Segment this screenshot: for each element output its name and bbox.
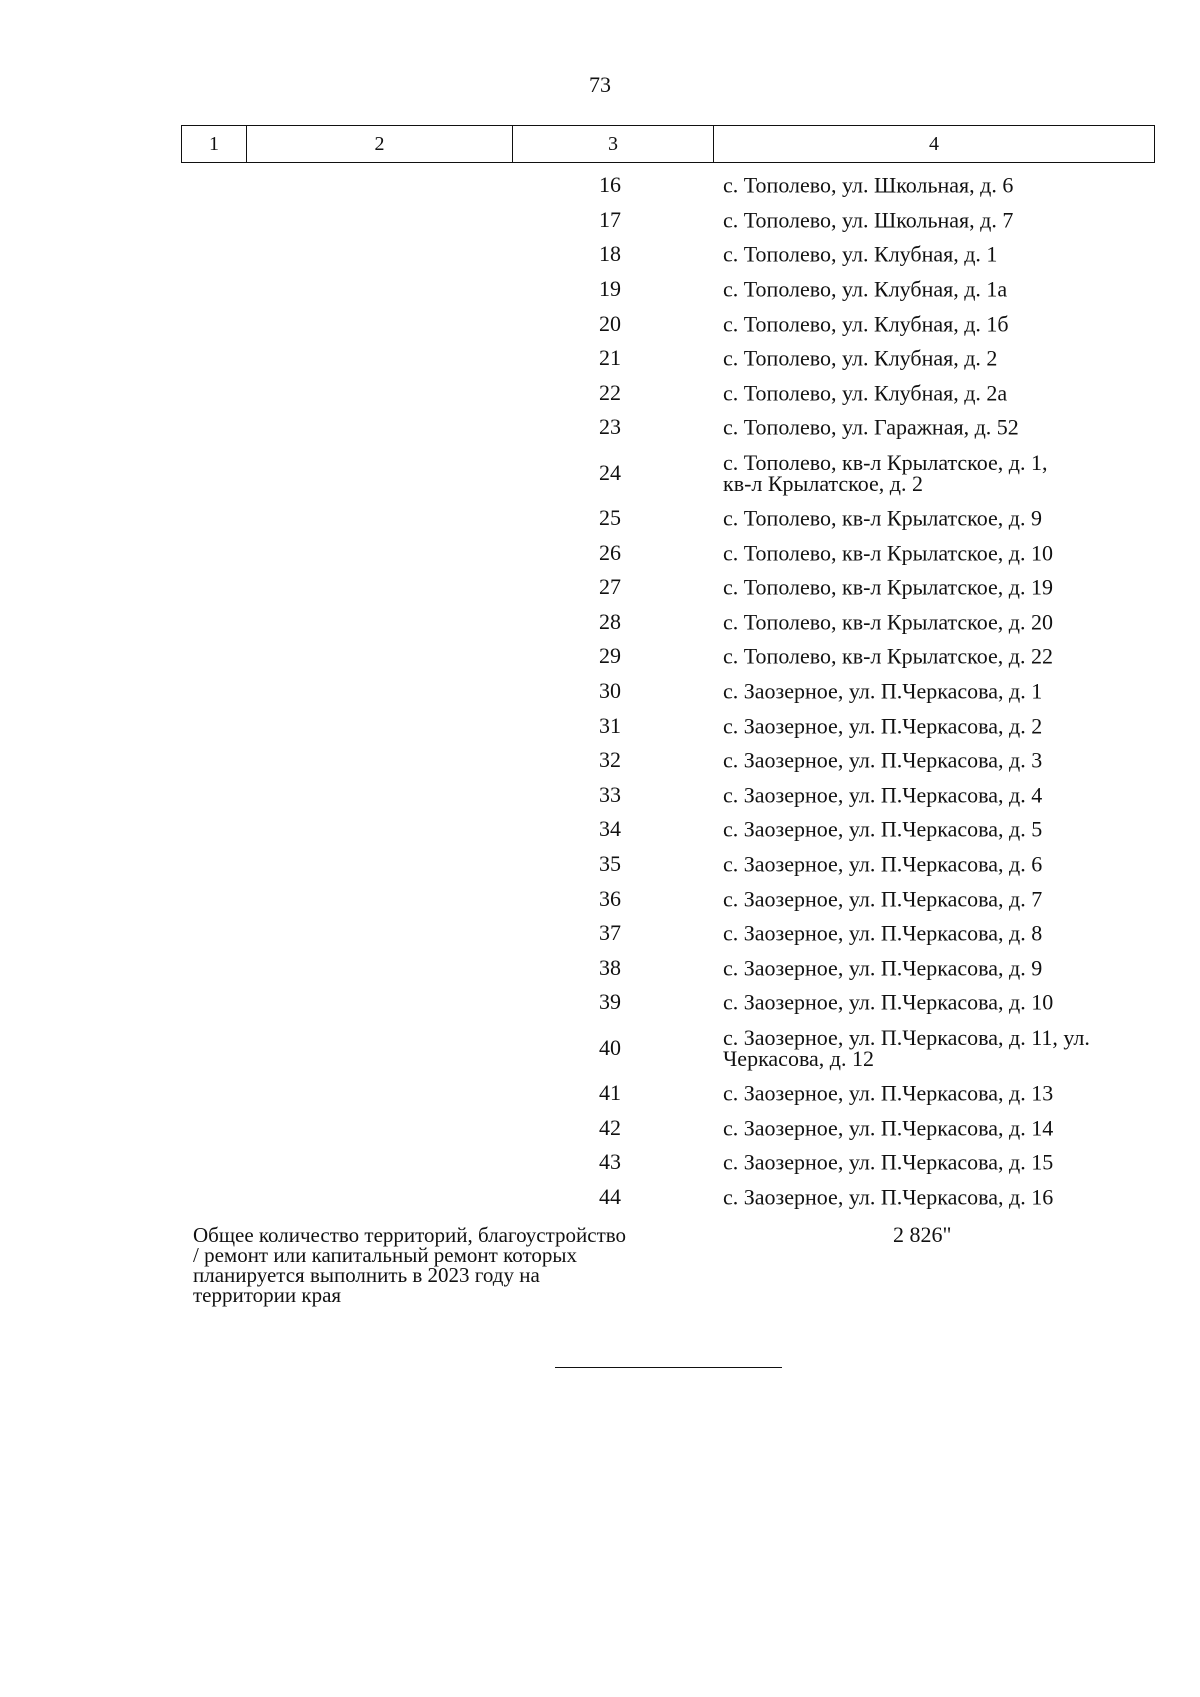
row-number: 32 [599, 747, 621, 773]
table-row [0, 743, 1200, 778]
row-number: 16 [599, 172, 621, 198]
table-row [0, 708, 1200, 743]
table-row [0, 376, 1200, 411]
row-number: 40 [599, 1034, 621, 1060]
row-number: 41 [599, 1079, 621, 1105]
row-address: с. Заозерное, ул. П.Черкасова, д. 15 [723, 1149, 1054, 1175]
table-row [0, 306, 1200, 341]
table-row [0, 847, 1200, 882]
table-row [0, 410, 1200, 445]
row-address: с. Заозерное, ул. П.Черкасова, д. 5 [723, 816, 1043, 842]
page-number: 73 [589, 72, 611, 97]
row-address: с. Тополево, кв-л Крылатское, д. 1, кв-л Крылатское, д. 2 [723, 449, 1048, 496]
column-header-1: 1 [182, 126, 247, 163]
row-number: 36 [599, 885, 621, 911]
table-row [0, 445, 1200, 501]
row-address: с. Заозерное, ул. П.Черкасова, д. 2 [723, 713, 1043, 739]
row-number: 43 [599, 1149, 621, 1175]
row-address: с. Заозерное, ул. П.Черкасова, д. 6 [723, 851, 1043, 877]
row-address: с. Тополево, ул. Клубная, д. 1 [723, 241, 998, 267]
row-number: 30 [599, 678, 621, 704]
table-row [0, 916, 1200, 951]
row-address: с. Заозерное, ул. П.Черкасова, д. 13 [723, 1080, 1054, 1106]
row-address: с. Заозерное, ул. П.Черкасова, д. 9 [723, 955, 1043, 981]
row-address: с. Тополево, ул. Клубная, д. 1б [723, 311, 1009, 337]
row-address: с. Тополево, ул. Школьная, д. 6 [723, 172, 1014, 198]
row-number: 26 [599, 539, 621, 565]
row-address: с. Заозерное, ул. П.Черкасова, д. 3 [723, 747, 1043, 773]
row-number: 27 [599, 574, 621, 600]
row-number: 17 [599, 206, 621, 232]
row-address: с. Заозерное, ул. П.Черкасова, д. 8 [723, 920, 1043, 946]
table-row [0, 1179, 1200, 1214]
table-row [0, 341, 1200, 376]
table-row [0, 1020, 1200, 1076]
column-header-2: 2 [247, 126, 513, 163]
row-address: с. Тополево, кв-л Крылатское, д. 10 [723, 540, 1053, 566]
row-number: 44 [599, 1183, 621, 1209]
row-number: 38 [599, 954, 621, 980]
row-address: с. Заозерное, ул. П.Черкасова, д. 1 [723, 678, 1043, 704]
table-row [0, 605, 1200, 640]
row-address: с. Тополево, кв-л Крылатское, д. 22 [723, 643, 1053, 669]
row-address: с. Заозерное, ул. П.Черкасова, д. 11, ул. Черкасова, д. 12 [723, 1024, 1090, 1071]
table-row [0, 639, 1200, 674]
table-row [0, 812, 1200, 847]
row-address: с. Тополево, ул. Школьная, д. 7 [723, 207, 1014, 233]
table-row [0, 570, 1200, 605]
table-row [0, 985, 1200, 1020]
row-address: с. Заозерное, ул. П.Черкасова, д. 16 [723, 1184, 1054, 1210]
row-number: 18 [599, 241, 621, 267]
table-row [0, 535, 1200, 570]
table-row [0, 1110, 1200, 1145]
row-number: 21 [599, 345, 621, 371]
row-address: с. Заозерное, ул. П.Черкасова, д. 14 [723, 1115, 1054, 1141]
row-address: с. Тополево, кв-л Крылатское, д. 9 [723, 505, 1042, 531]
row-address: с. Тополево, ул. Клубная, д. 2а [723, 380, 1008, 406]
row-number: 24 [599, 459, 621, 485]
row-number: 39 [599, 989, 621, 1015]
end-of-document-rule [555, 1367, 782, 1368]
row-address: с. Заозерное, ул. П.Черкасова, д. 4 [723, 782, 1043, 808]
table-row [0, 1145, 1200, 1180]
row-number: 20 [599, 310, 621, 336]
table-row [0, 168, 1200, 203]
table-row [0, 237, 1200, 272]
row-number: 25 [599, 505, 621, 531]
column-header-table [181, 125, 1155, 163]
table-row [0, 674, 1200, 709]
row-number: 22 [599, 379, 621, 405]
row-number: 34 [599, 816, 621, 842]
row-number: 42 [599, 1114, 621, 1140]
row-number: 37 [599, 920, 621, 946]
row-number: 19 [599, 276, 621, 302]
row-address: с. Заозерное, ул. П.Черкасова, д. 7 [723, 886, 1043, 912]
table-row [0, 203, 1200, 238]
row-address: с. Тополево, кв-л Крылатское, д. 20 [723, 609, 1053, 635]
row-number: 33 [599, 781, 621, 807]
table-row [0, 272, 1200, 307]
row-number: 28 [599, 608, 621, 634]
table-row [0, 501, 1200, 536]
column-header-3: 3 [513, 126, 714, 163]
address-list [0, 168, 1200, 1214]
row-number: 23 [599, 414, 621, 440]
total-value: 2 826" [893, 1222, 952, 1247]
column-header-row [182, 126, 1155, 163]
row-address: с. Тополево, ул. Гаражная, д. 52 [723, 414, 1019, 440]
row-number: 31 [599, 712, 621, 738]
row-address: с. Заозерное, ул. П.Черкасова, д. 10 [723, 989, 1054, 1015]
row-number: 35 [599, 850, 621, 876]
row-number: 29 [599, 643, 621, 669]
table-row [0, 1076, 1200, 1111]
row-address: с. Тополево, кв-л Крылатское, д. 19 [723, 574, 1053, 600]
row-address: с. Тополево, ул. Клубная, д. 2 [723, 345, 998, 371]
table-row [0, 950, 1200, 985]
table-row [0, 881, 1200, 916]
total-label: Общее количество территорий, благоустройство / ремонт или капитальный ремонт которых планируется выполнить в 2023 году на территории края [193, 1223, 627, 1307]
table-row [0, 778, 1200, 813]
column-header-4: 4 [714, 126, 1155, 163]
row-address: с. Тополево, ул. Клубная, д. 1а [723, 276, 1008, 302]
